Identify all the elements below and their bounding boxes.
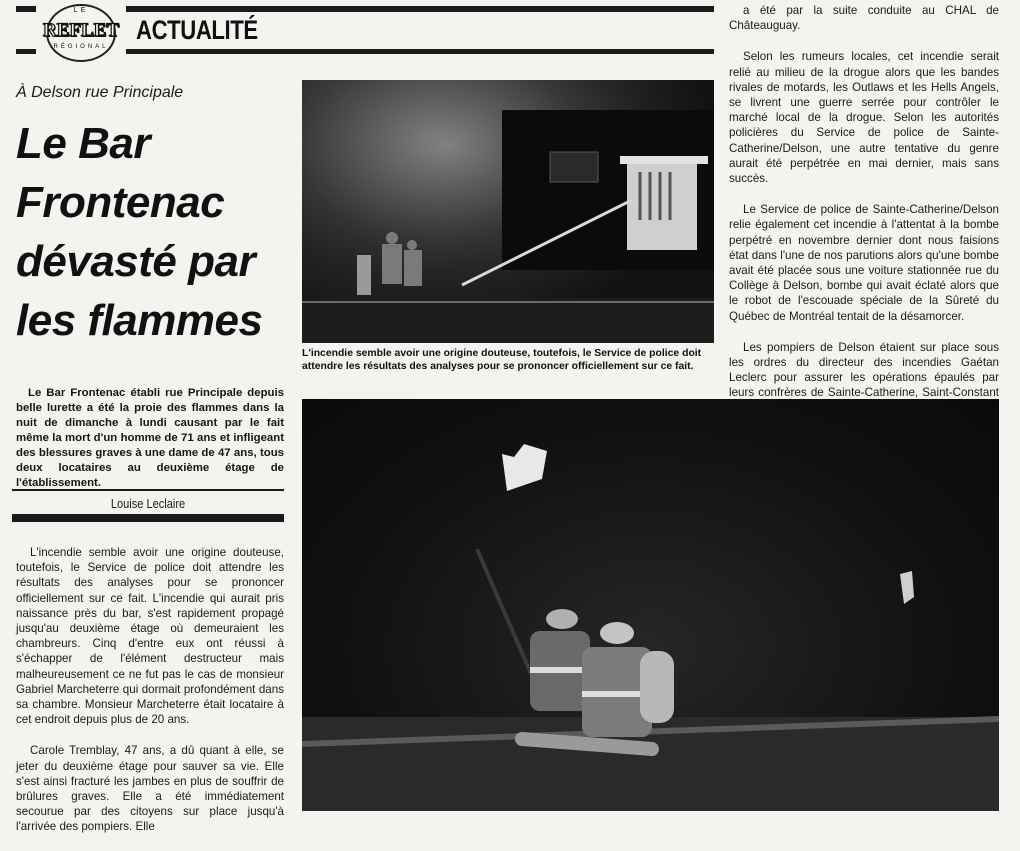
reflet-logo [36, 4, 126, 60]
byline-rule-top [12, 489, 284, 491]
section-title: ACTUALITÉ [136, 15, 264, 46]
body-paragraph: L'incendie semble avoir une origine douteuse, toutefois, le Service de police doit attendre les résultats des analyses pour se prononcer officiellement sur ce fait. L'incendie qui aurait pris naissance près du bar, s'est rapidement propagé jusqu'au deuxième étage où demeuraient les chambreurs. Cinq d'entre eux ont réussi à s'échapper de l'élément destructeur mais malheureusement ce ne fut pas le cas de monsieur Gabriel Marcheterre qui dormait profondément dans sa chambre. Monsieur Marcheterre était locataire à cet endroit depuis plus de 20 ans. [16, 546, 284, 727]
byline-rule-bottom [12, 514, 284, 522]
fire-photo-top [302, 80, 714, 343]
firefighters-illustration [302, 399, 999, 811]
article-headline [16, 114, 306, 350]
body-column-1 [16, 545, 284, 851]
headline-line: dévasté par [16, 237, 256, 286]
headline-line: Frontenac [16, 178, 225, 227]
logo-top-text: LE [73, 7, 89, 14]
body-paragraph: Le Service de police de Sainte-Catherine/Delson relie également cet incendie à l'attentat à la bombe perpétré en novembre dernier dont nous faisions état dans l'une de nos parutions alors qu'une bombe avait été placée sous une voiture stationnée rue du Collège à Delson, bombe qui avait éclaté alors que le robot de l'escouade spéciale de la Sûreté du Québec de Montréal tentait de la désamorcer. [729, 203, 999, 323]
headline-line: Le Bar [16, 119, 150, 168]
photo-caption: L'incendie semble avoir une origine douteuse, toutefois, le Service de police doit attendre les résultats des analyses pour se prononcer officiellement sur ce fait. [302, 348, 702, 373]
article-kicker: À Delson rue Principale [16, 84, 184, 101]
body-paragraph: Les pompiers de Delson étaient sur place sous les ordres du directeur des incendies Gaétan Leclerc pour assurer les opérations épaulés par leurs confrères de Sainte-Catherine, Saint-Constant [729, 340, 999, 400]
body-paragraph: Carole Tremblay, 47 ans, a dû quant à elle, se jeter du deuxième étage pour sauver sa vie. Elle s'est ainsi fracturé les jambes en plus de souffrir de brûlures graves. Elle a été immédiatement secourue par des citoyens sur place jusqu'à l'arrivée des pompiers. Elle [16, 744, 284, 834]
body-paragraph: Selon les rumeurs locales, cet incendie serait relié au milieu de la drogue alors que les bandes rivales de motards, les Outlaws et les Hells Angels, se livrent une guerre serrée pour contrôler le marché local de la drogue. Selon les autorités policières du Service de police de Sainte-Catherine/Delson, une autre tentative du genre aurait été perpétrée en mai dernier, mais sans succès. [729, 50, 999, 186]
article-byline: Louise Leclaire [110, 496, 186, 511]
fire-scene-illustration [302, 80, 714, 343]
logo-word: REFLET [42, 20, 120, 41]
logo-bottom-text: RÉGIONAL [53, 44, 109, 50]
article-lede: Le Bar Frontenac établi rue Principale depuis belle lurette a été la proie des flammes dans la nuit de dimanche à lundi causant par le fait même la mort d'un homme de 71 ans et infligeant des blessures graves à une dame de 47 ans, tous deux locataires au deuxième étage de l'établissement. [16, 387, 284, 489]
fire-photo-bottom [302, 399, 999, 811]
headline-line: les flammes [16, 296, 263, 345]
body-paragraph: a été par la suite conduite au CHAL de Châteauguay. [729, 4, 999, 33]
